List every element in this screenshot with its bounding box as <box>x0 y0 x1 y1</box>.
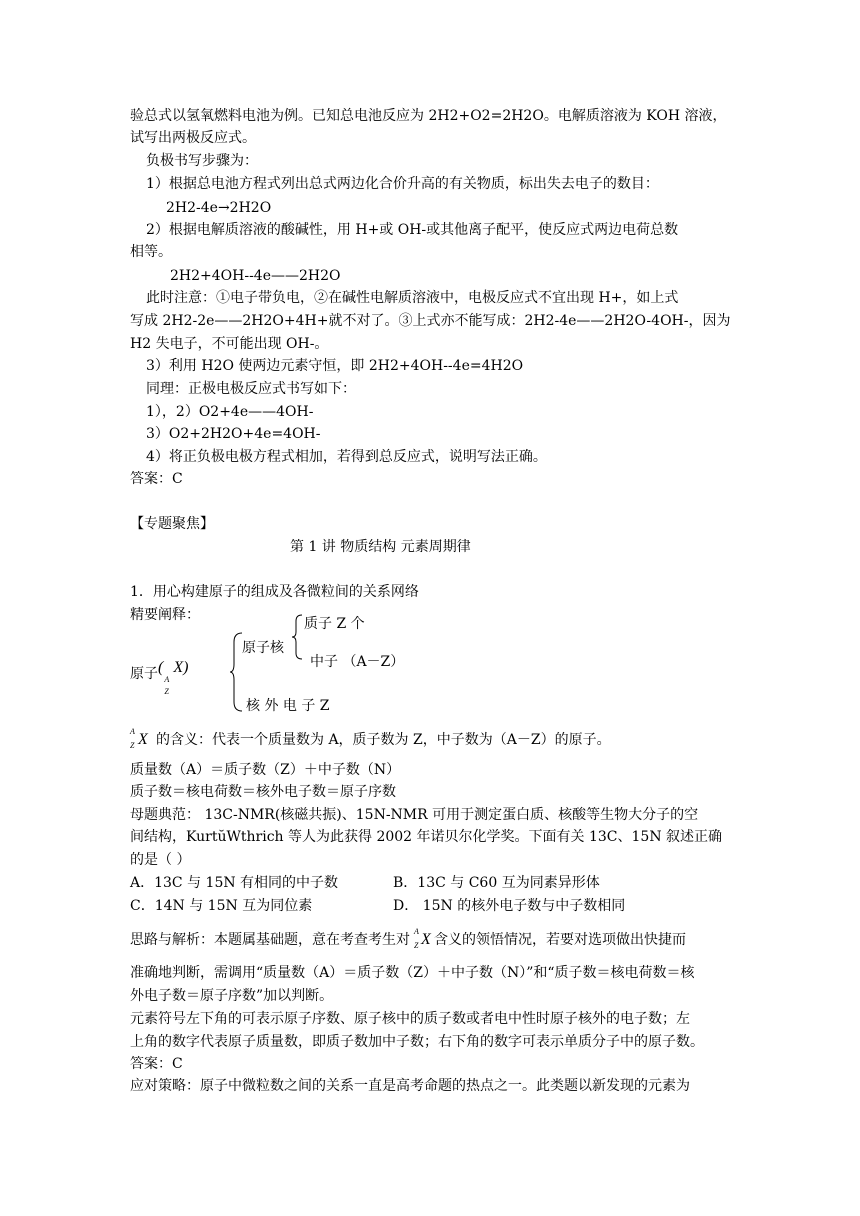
atom-label: 原子 <box>130 666 158 682</box>
text-line: 此时注意：①电子带负电，②在碱性电解质溶液中，电极反应式不宜出现 H+，如上式 <box>146 290 679 306</box>
option-a: A．13C 与 15N 有相同的中子数 <box>130 875 339 891</box>
text-line: 思路与解析：本题属基础题，意在考查考生对 A Z X 含义的领悟情况，若要对选项做出快捷而 <box>130 927 686 950</box>
equation: 2H2-4e→2H2O <box>166 200 272 216</box>
text-line: 间结构，KurtŭWthrich 等人为此获得 2002 年诺贝尔化学奖。下面有关 13C、15N 叙述正确 <box>130 829 723 845</box>
inner-brace <box>292 614 304 660</box>
text-line: A Z X 的含义：代表一个质量数为 A，质子数为 Z，中子数为（A－Z）的原子。 <box>130 727 611 750</box>
option-d: D． 15N 的核外电子数与中子数相同 <box>393 898 626 914</box>
option-c: C．14N 与 15N 互为同位素 <box>130 898 313 914</box>
equation: 2H2+4OH--4e——2H2O <box>170 268 341 284</box>
answer-line: 答案：C <box>130 1056 183 1072</box>
neutron-label: 中子 （A－Z） <box>310 654 405 670</box>
text-line: H2 失电子，不可能出现 OH-。 <box>130 336 329 352</box>
text-line: 2）根据电解质溶液的酸碱性，用 H+或 OH-或其他离子配平，使反应式两边电荷总数 <box>146 222 679 238</box>
text-line: 同理：正极电极反应式书写如下： <box>146 381 356 397</box>
equation: 3）O2+2H2O+4e=4OH- <box>146 426 321 442</box>
lecture-title: 第 1 讲 物质结构 元素周期律 <box>290 539 471 555</box>
text-line: 的是（ ） <box>130 852 191 868</box>
nucleus-label: 原子核 <box>242 640 284 656</box>
electron-label: 核 外 电 子 Z <box>246 698 330 714</box>
nuclide-symbol: A Z X <box>414 927 431 950</box>
option-b: B．13C 与 C60 互为同素异形体 <box>393 875 600 891</box>
text-line: 相等。 <box>130 244 172 260</box>
text-line: 应对策略：原子中微粒数之间的关系一直是高考命题的热点之一。此类题以新发现的元素为 <box>130 1078 690 1094</box>
text-line: 上角的数字代表原子质量数，即质子数加中子数；右下角的数字可表示单质分子中的原子数。 <box>130 1034 704 1050</box>
text-line: 试写出两极反应式。 <box>130 130 256 146</box>
answer-line: 答案：C <box>130 471 183 487</box>
atom-structure-diagram <box>130 610 530 720</box>
text-line: 验总式以氢氧燃料电池为例。已知总电池反应为 2H2+O2=2H2O。电解质溶液为 KOH 溶液， <box>130 108 727 124</box>
text-line: 4）将正负极电极方程式相加，若得到总反应式，说明写法正确。 <box>146 449 547 465</box>
proton-label: 质子 Z 个 <box>304 616 365 632</box>
text-line: 准确地判断，需调用“质量数（A）＝质子数（Z）＋中子数（N）”和“质子数＝核电荷数＝核 <box>130 965 695 981</box>
nuclide-symbol: ( A Z X) <box>158 659 189 696</box>
text-line: 1．用心构建原子的组成及各微粒间的关系网络 <box>130 584 419 600</box>
formula-line: 质子数＝核电荷数＝核外电子数＝原子序数 <box>130 784 396 800</box>
text-line: 外电子数＝原子序数”加以判断。 <box>130 988 334 1004</box>
text-line: 负极书写步骤为： <box>146 153 258 169</box>
text-line: 3）利用 H2O 使两边元素守恒，即 2H2+4OH--4e=4H2O <box>146 358 524 374</box>
section-heading: 【专题聚焦】 <box>130 516 214 532</box>
text-line: 元素符号左下角的可表示原子序数、原子核中的质子数或者电中性时原子核外的电子数；左 <box>130 1011 690 1027</box>
text-line: 写成 2H2-2e——2H2O+4H+就不对了。③上式亦不能写成：2H2-4e——2H2O-4OH-，因为 <box>130 313 731 329</box>
formula-line: 质量数（A）＝质子数（Z）＋中子数（N） <box>130 762 401 778</box>
text-line: 精要阐释： <box>130 607 200 623</box>
nuclide-symbol: A Z X <box>130 727 148 750</box>
equation: 1），2）O2+4e——4OH- <box>146 404 314 420</box>
text-line: 1）根据总电池方程式列出总式两边化合价升高的有关物质，标出失去电子的数目： <box>146 176 659 192</box>
text-line: 母题典范： 13C-NMR(核磁共振)、15N-NMR 可用于测定蛋白质、核酸等生物大分子的空 <box>130 807 699 823</box>
